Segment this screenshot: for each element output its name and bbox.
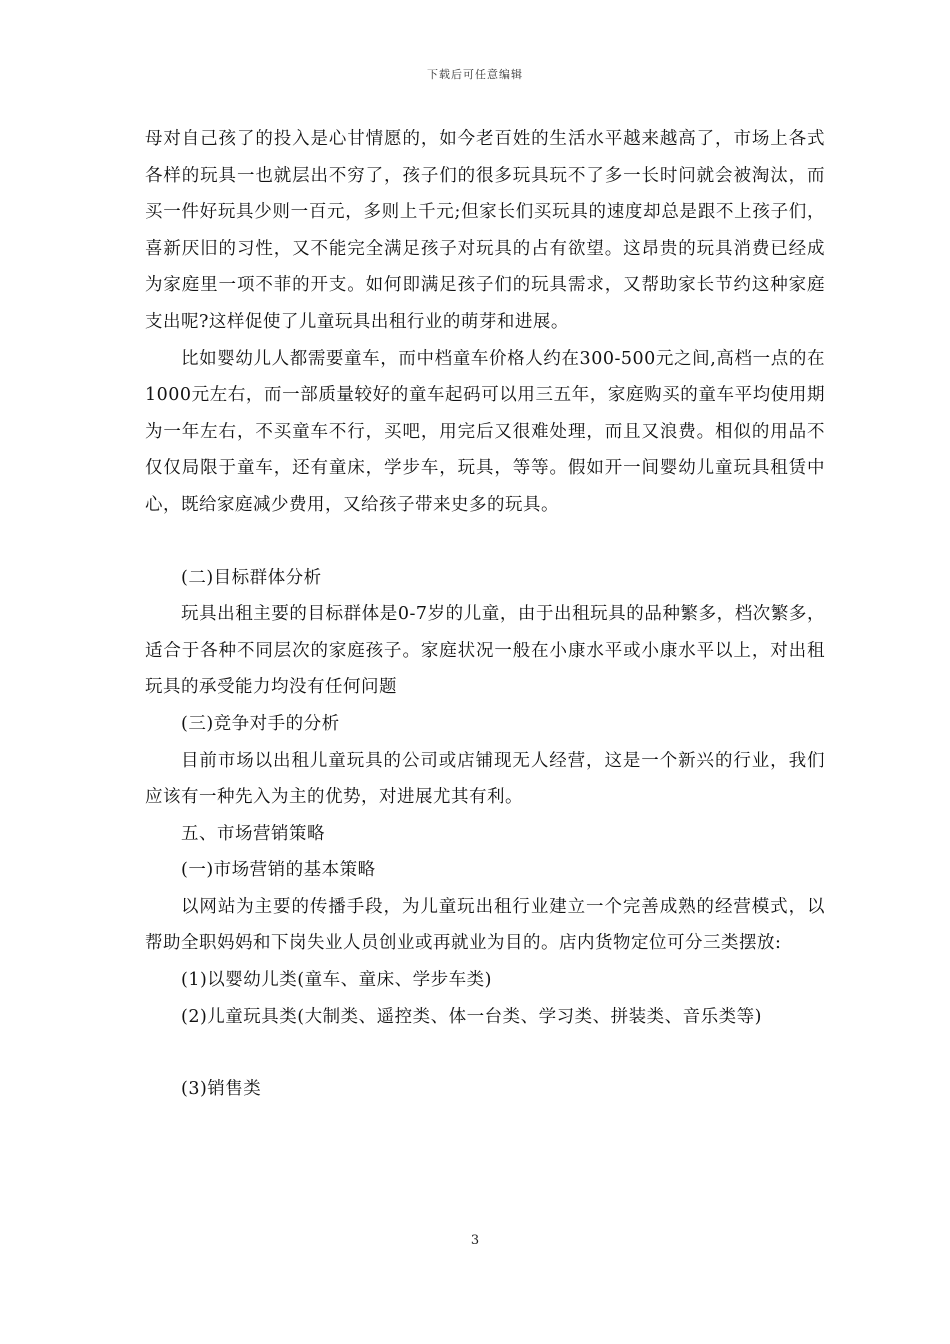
heading-basic-strategy: (一)市场营销的基本策略 bbox=[181, 860, 376, 881]
paragraph-gap bbox=[145, 524, 825, 560]
paragraph-stroller-example: 比如婴幼儿人都需要童车，而中档童车价格人约在300-500元之间,高档一点的在1000元左右，而一部质量较好的童车起码可以用三五年，家庭购买的童车平均使用期为一年左右，不买童车不行，买吧，用完后又很难处理，而且又浪费。相似的用品不仅仅局限于童车，还有童床，学步车，玩具，等等。假如开一间婴幼儿童玩具租赁中心，既给家庭减少费用，又给孩子带来史多的玩具。 bbox=[145, 348, 825, 515]
page-number: 3 bbox=[470, 1233, 480, 1248]
paragraph-target-group: 玩具出租主要的目标群体是0-7岁的儿童，由于出租玩具的品种繁多，档次繁多，适合于各种不同层次的家庭孩子。家庭状况一般在小康水平或小康水平以上，对出租玩具的承受能力均没有任何问题 bbox=[145, 604, 825, 698]
list-item-sales: (3)销售类 bbox=[181, 1079, 262, 1100]
heading-marketing-strategy: 五、市场营销策略 bbox=[181, 823, 325, 844]
paragraph-basic-strategy: 以网站为主要的传播手段，为儿童玩出租行业建立一个完善成熟的经营模式，以帮助全职妈妈和下岗失业人员创业或再就业为目的。店内货物定位可分三类摆放: bbox=[145, 896, 825, 954]
paragraph-gap bbox=[145, 1035, 825, 1071]
paragraph-competitor-analysis: 目前市场以出租儿童玩具的公司或店铺现无人经营，这是一个新兴的行业，我们应该有一种先入为主的优势，对进展尤其有利。 bbox=[145, 750, 825, 808]
document-body bbox=[145, 121, 825, 1108]
heading-target-group: (二)目标群体分析 bbox=[181, 567, 322, 588]
paragraph-toy-consumption: 母对自己孩了的投入是心甘情愿的，如今老百姓的生活水平越来越高了，市场上各式各样的玩具一也就层出不穷了，孩子们的很多玩具玩不了多一长时问就会被淘汰，而买一件好玩具少则一百元，多则上千元;但家长们买玩具的速度却总是跟不上孩子们，喜新厌旧的习性，又不能完全满足孩子对玩具的占有欲望。这昂贵的玩具消费已经成为家庭里一项不菲的开支。如何即满足孩子们的玩具需求，又帮助家长节约这种家庭支出呢?这样促使了儿童玩具出租行业的萌芽和进展。 bbox=[145, 129, 825, 332]
page-header-note: 下载后可任意编辑 bbox=[427, 68, 523, 81]
list-item-infant: (1)以婴幼儿类(童车、童床、学步车类) bbox=[181, 970, 492, 991]
list-item-toys: (2)儿童玩具类(大制类、遥控类、体一台类、学习类、拼装类、音乐类等) bbox=[181, 1006, 762, 1027]
heading-competitor-analysis: (三)竞争对手的分析 bbox=[181, 713, 340, 734]
